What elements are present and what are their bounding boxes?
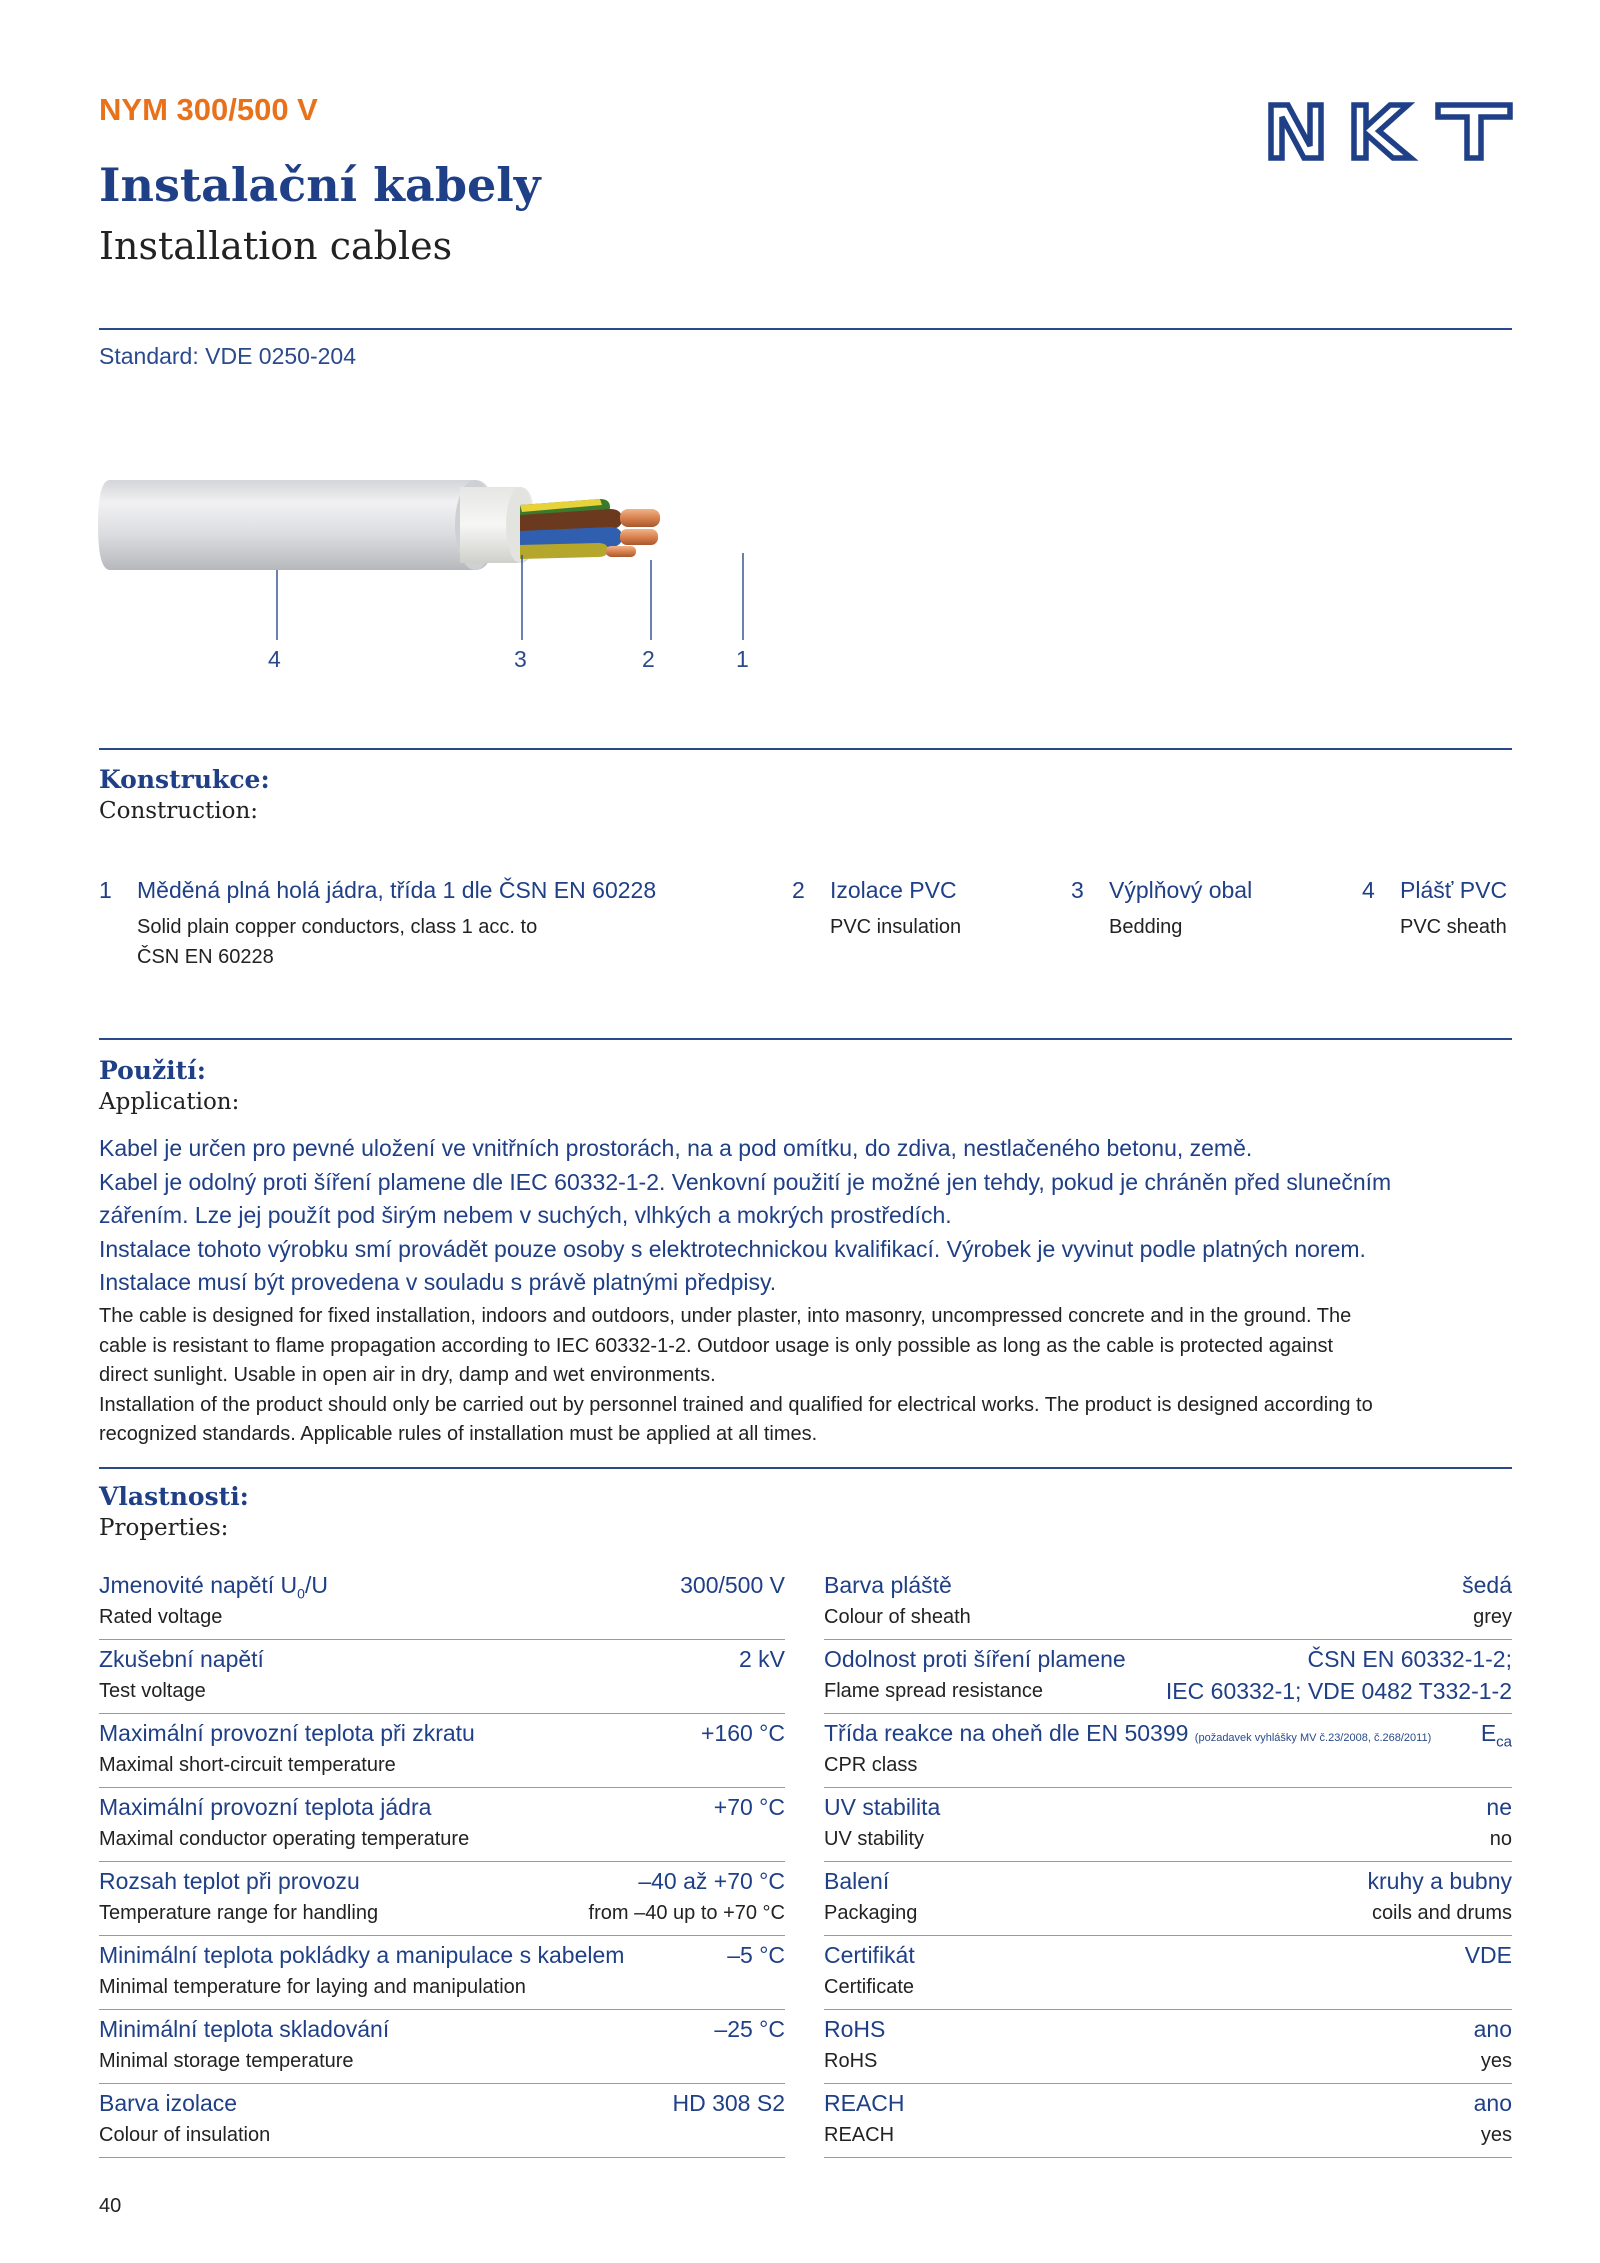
construction-item-cz: Měděná plná holá jádra, třída 1 dle ČSN EN 60228 (137, 877, 657, 903)
property-value-cz: ano (1473, 2016, 1512, 2042)
property-value-cz: –40 až +70 °C (638, 1868, 785, 1894)
construction-item-cz: Výplňový obal (1109, 877, 1253, 903)
property-label-en: Maximal short-circuit temperature (99, 1754, 396, 1776)
property-value-cz: 2 kV (738, 1646, 785, 1672)
callout-4: 4 (268, 646, 281, 672)
construction-item-num: 1 (99, 877, 112, 903)
property-label-cz: Maximální provozní teplota jádra (99, 1794, 432, 1820)
application-rule (99, 1038, 1512, 1040)
property-label-cz: Minimální teplota pokládky a manipulace s kabelem (99, 1942, 625, 1968)
property-label-cz: Barva pláště (824, 1572, 952, 1598)
page-title-en: Installation cables (99, 224, 453, 268)
construction-item-num: 4 (1362, 877, 1375, 903)
property-value-cz: kruhy a bubny (1367, 1868, 1512, 1894)
property-label-cz: UV stabilita (824, 1794, 941, 1820)
svg-text:NKT: NKT (1266, 100, 1268, 101)
property-label-en: Packaging (824, 1902, 918, 1924)
nkt-logo (1266, 100, 1516, 162)
property-value-cz: –25 °C (714, 2016, 785, 2042)
property-value-cz: ano (1473, 2090, 1512, 2116)
construction-item-en: Bedding (1109, 916, 1183, 938)
property-label-cz: Jmenovité napětí $U_0/U$ (99, 1572, 328, 1602)
property-value-cz: –5 °C (727, 1942, 785, 1968)
property-label-en: Temperature range for handling (99, 1902, 379, 1924)
application-text-cz: Kabel je určen pro pevné uložení ve vnitřních prostorách, na a pod omítku, do zdiva, nestlačeného betonu, země. Kabel je odolný proti šíření plamene dle IEC 60332-1-2. Venkovní použití je možné jen tehdy, pokud je chráněn před slunečním zářením. Lze jej použít pod širým nebem v suchých, vlhkých a mokrých prostředích. Instalace tohoto výrobku smí provádět pouze osoby s elektrotechnickou kvalifikací. Výrobek je vyvinut podle platných norem. Instalace musí být provedena v souladu s právě platnými předpisy. (99, 1135, 1392, 1295)
construction-heading-en: Construction: (99, 798, 259, 824)
property-label-en: Minimal storage temperature (99, 2050, 354, 2072)
property-label-en: CPR class (824, 1754, 918, 1776)
standard-label: Standard: VDE 0250-204 (99, 343, 357, 369)
property-label-cz: Barva izolace (99, 2090, 238, 2116)
callout-2: 2 (642, 646, 655, 672)
property-label-cz: Balení (824, 1868, 890, 1894)
property-label-en: Test voltage (99, 1680, 206, 1702)
regulation-note: (požadavek vyhlášky MV č.23/2008, č.268/2011) (1194, 1732, 1432, 1744)
property-row (99, 1640, 785, 1714)
construction-item-en: Solid plain copper conductors, class 1 acc. to (137, 916, 538, 938)
property-label-en: Certificate (824, 1976, 915, 1998)
construction-heading-cz: Konstrukce: (99, 765, 270, 794)
property-label-cz: Zkušební napětí (99, 1646, 264, 1672)
property-label-cz: Rozsah teplot při provozu (99, 1868, 360, 1894)
property-row (99, 2010, 785, 2084)
construction-item-en-2: ČSN EN 60228 (137, 946, 274, 968)
property-value-cz: šedá (1462, 1572, 1512, 1598)
property-label-en: Rated voltage (99, 1606, 223, 1628)
property-value-en: yes (1480, 2050, 1512, 2072)
construction-item-en: PVC sheath (1400, 916, 1507, 938)
property-label-en: RoHS (824, 2050, 878, 2072)
page-number: 40 (99, 2195, 122, 2217)
header-rule (99, 328, 1512, 330)
property-value-cz: +160 °C (700, 1720, 785, 1746)
construction-item-cz: Plášť PVC (1400, 877, 1508, 903)
property-label-cz: Třída reakce na oheň dle EN 50399 (požadavek vyhlášky MV č.23/2008, č.268/2011) (824, 1720, 1432, 1746)
property-value-cz: ČSN EN 60332-1-2; (1307, 1646, 1512, 1672)
property-row (824, 2010, 1512, 2084)
property-value-cz: ne (1486, 1794, 1512, 1820)
property-value-cz: +70 °C (713, 1794, 785, 1820)
callout-1: 1 (736, 646, 749, 672)
property-row (99, 1788, 785, 1862)
properties-rule (99, 1467, 1512, 1469)
page-title-cz: Instalační kabely (99, 158, 541, 212)
construction-item-cz: Izolace PVC (830, 877, 957, 903)
property-label-cz: REACH (824, 2090, 905, 2116)
construction-rule (99, 748, 1512, 750)
property-value-en: no (1489, 1828, 1512, 1850)
construction-item-num: 2 (792, 877, 805, 903)
property-value-en: grey (1473, 1606, 1512, 1628)
property-row (99, 1862, 785, 1936)
property-value-en: yes (1480, 2124, 1512, 2146)
property-row (824, 2084, 1512, 2158)
properties-heading-en: Properties: (99, 1515, 229, 1541)
property-label-en: Minimal temperature for laying and manipulation (99, 1976, 526, 1998)
construction-item-num: 3 (1071, 877, 1084, 903)
application-heading-cz: Použití: (99, 1056, 206, 1085)
property-value-cz: 300/500 V (680, 1572, 785, 1598)
property-row (99, 1714, 785, 1788)
property-label-cz: Minimální teplota skladování (99, 2016, 390, 2042)
callout-3: 3 (514, 646, 527, 672)
property-value-en: from –40 up to +70 °C (588, 1902, 785, 1924)
property-value-en: coils and drums (1371, 1902, 1512, 1924)
cable-illustration (90, 465, 810, 690)
property-label-cz: Odolnost proti šíření plamene (824, 1646, 1126, 1672)
property-row (99, 1566, 785, 1640)
property-label-cz: Certifikát (824, 1942, 915, 1968)
construction-item-en: PVC insulation (830, 916, 962, 938)
property-value-cz: $E_{ca}$ (1480, 1720, 1512, 1751)
property-value-cz: VDE (1464, 1942, 1512, 1968)
property-row (824, 1714, 1512, 1788)
properties-heading-cz: Vlastnosti: (99, 1482, 249, 1511)
property-label-en: UV stability (824, 1828, 925, 1850)
property-value-cz: HD 308 S2 (672, 2090, 785, 2116)
application-text-en: The cable is designed for fixed installation, indoors and outdoors, under plaster, into masonry, uncompressed concrete and in the ground. The cable is resistant to flame propagation according to IEC 60332-1-2. Outdoor usage is only possible as long as the cable is protected against direct sunlight. Usable in open air in dry, damp and wet environments. Installation of the product should only be carried out by personnel trained and qualified for electrical works. The product is designed according to recognized standards. Applicable rules of installation must be applied at all times. (99, 1305, 1373, 1445)
property-label-en: REACH (824, 2124, 895, 2146)
product-code: NYM 300/500 V (99, 92, 318, 127)
property-value-en: IEC 60332-1; VDE 0482 T332-1-2 (1165, 1678, 1512, 1704)
property-label-en: Colour of sheath (824, 1606, 971, 1628)
property-label-en: Maximal conductor operating temperature (99, 1828, 470, 1850)
property-row (824, 1862, 1512, 1936)
property-label-en: Colour of insulation (99, 2124, 271, 2146)
application-heading-en: Application: (99, 1089, 240, 1115)
property-label-en: Flame spread resistance (824, 1680, 1043, 1702)
property-row (824, 1788, 1512, 1862)
property-row (824, 1640, 1512, 1714)
property-row (824, 1936, 1512, 2010)
property-row (99, 2084, 785, 2158)
property-row (99, 1936, 785, 2010)
property-label-cz: RoHS (824, 2016, 886, 2042)
property-label-cz: Maximální provozní teplota při zkratu (99, 1720, 475, 1746)
property-row (824, 1566, 1512, 1640)
